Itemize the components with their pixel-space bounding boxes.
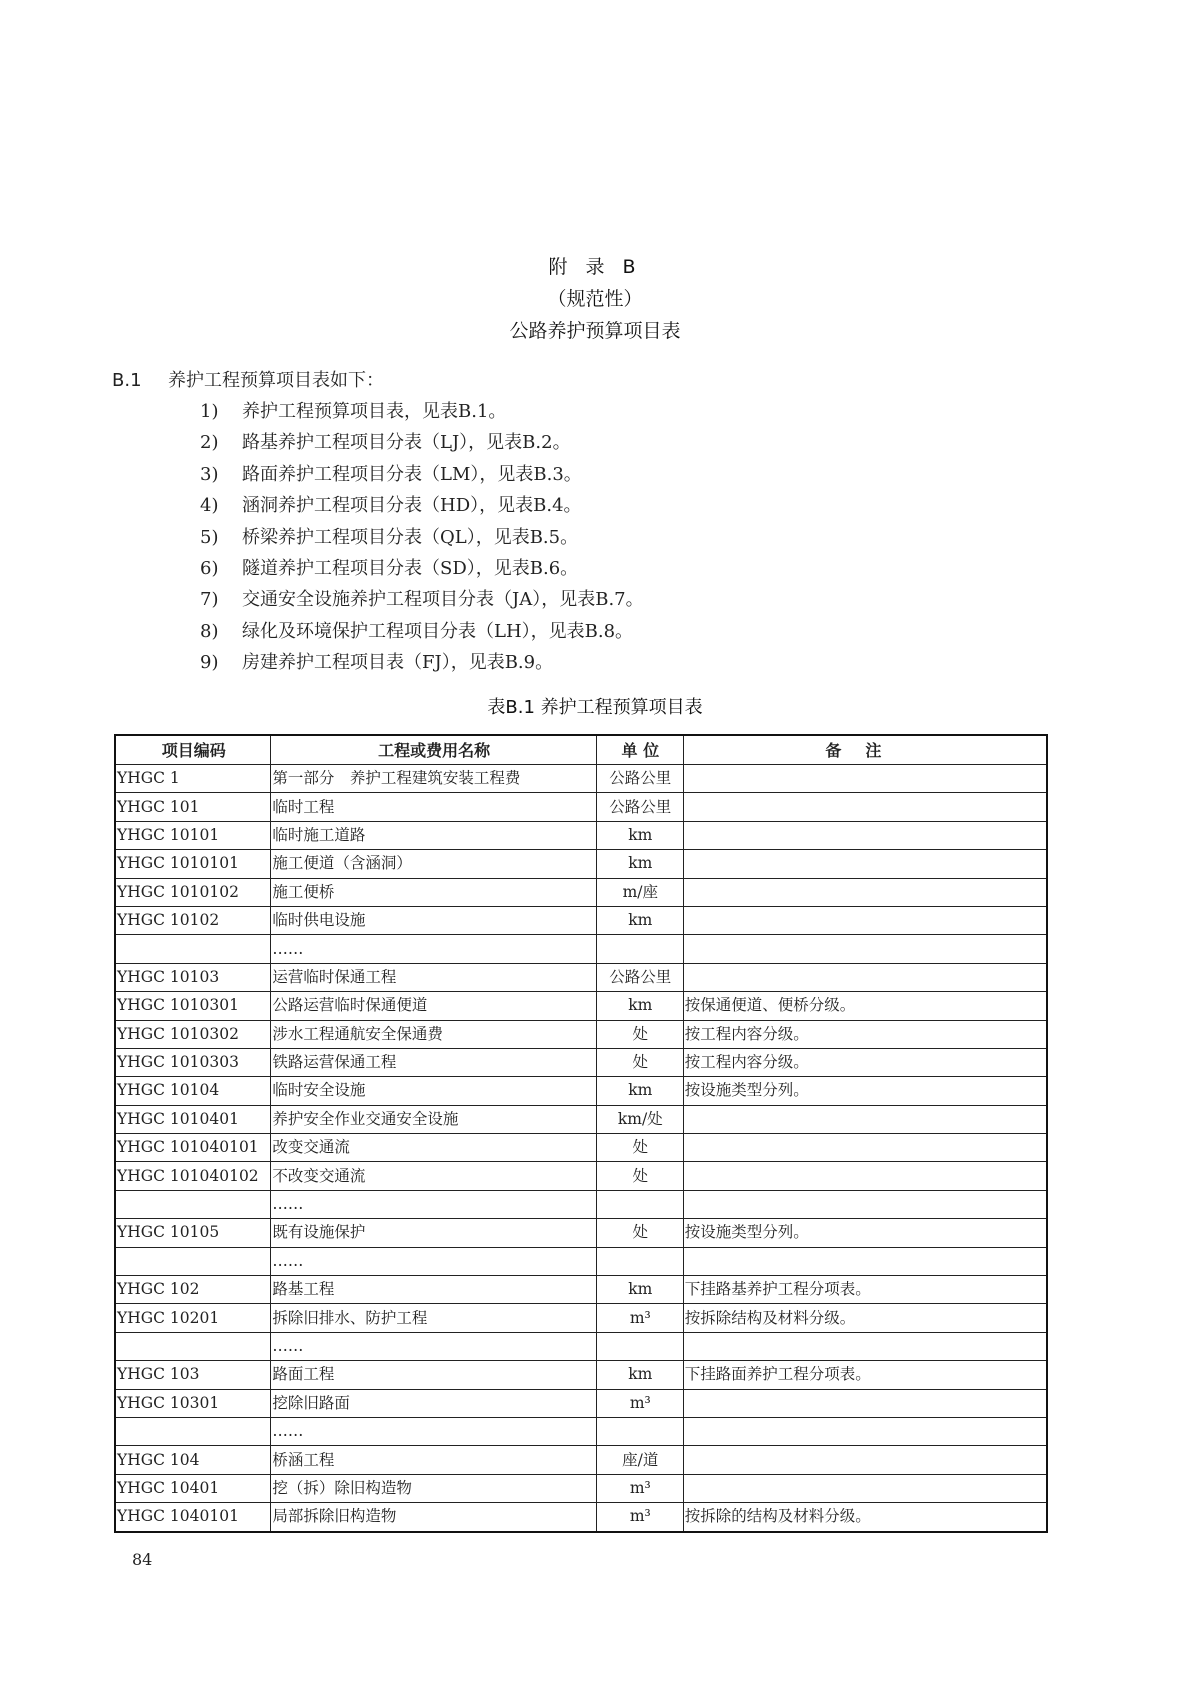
cell-note: 按设施类型分列。: [683, 1219, 1047, 1247]
list-item-text: 涵洞养护工程项目分表（HD），见表B.4。: [242, 495, 582, 517]
cell-code: YHGC 1010301: [115, 992, 271, 1020]
cell-note: 按工程内容分级。: [683, 1020, 1047, 1048]
table-row: [115, 992, 1047, 1020]
cell-unit: m³: [596, 1304, 683, 1332]
budget-items-table: [114, 734, 1048, 1533]
list-item: [200, 460, 582, 486]
table-caption: 表B.1 养护工程预算项目表: [487, 697, 703, 718]
cell-name: 桥涵工程: [271, 1446, 596, 1474]
list-item: [200, 648, 553, 674]
cell-name: 挖除旧路面: [271, 1389, 596, 1417]
cell-unit: km: [596, 821, 683, 849]
cell-name: ……: [271, 1190, 596, 1218]
cell-unit: 处: [596, 1020, 683, 1048]
list-item: [200, 397, 506, 423]
cell-note: [683, 1332, 1047, 1360]
cell-name: 临时工程: [271, 793, 596, 821]
table-row: [115, 1020, 1047, 1048]
cell-name: 临时施工道路: [271, 821, 596, 849]
cell-unit: [596, 1190, 683, 1218]
list-item-number: 7): [200, 589, 219, 611]
cell-code: [115, 935, 271, 963]
table-row: [115, 1077, 1047, 1105]
cell-name: 涉水工程通航安全保通费: [271, 1020, 596, 1048]
cell-note: [683, 935, 1047, 963]
list-item-number: 2): [200, 432, 219, 454]
table-row: [115, 1219, 1047, 1247]
cell-name: 公路运营临时保通便道: [271, 992, 596, 1020]
cell-note: [683, 821, 1047, 849]
cell-note: [683, 1134, 1047, 1162]
cell-code: YHGC 101: [115, 793, 271, 821]
cell-unit: km: [596, 850, 683, 878]
table-body: [115, 765, 1047, 1532]
cell-code: YHGC 10105: [115, 1219, 271, 1247]
cell-name: 挖（拆）除旧构造物: [271, 1474, 596, 1502]
cell-note: [683, 1474, 1047, 1502]
header-unit: 单 位: [596, 735, 683, 765]
cell-name: ……: [271, 1332, 596, 1360]
cell-code: YHGC 101040101: [115, 1134, 271, 1162]
table-row: [115, 1105, 1047, 1133]
cell-code: YHGC 10104: [115, 1077, 271, 1105]
table-row: [115, 1048, 1047, 1076]
list-item-number: 3): [200, 463, 219, 485]
list-item-number: 6): [200, 558, 219, 579]
table-row: [115, 906, 1047, 934]
table-row: [115, 878, 1047, 906]
table-row: [115, 1503, 1047, 1532]
cell-code: [115, 1247, 271, 1275]
cell-name: 改变交通流: [271, 1134, 596, 1162]
cell-note: 按保通便道、便桥分级。: [683, 992, 1047, 1020]
cell-code: [115, 1190, 271, 1218]
normative-label: （规范性）: [547, 288, 643, 310]
list-item-text: 路面养护工程项目分表（LM），见表B.3。: [242, 463, 582, 485]
header-name: 工程或费用名称: [271, 735, 596, 765]
table-row: [115, 1332, 1047, 1360]
table-row: [115, 1417, 1047, 1445]
list-item-number: 8): [200, 620, 219, 642]
cell-code: [115, 1332, 271, 1360]
cell-name: 施工便桥: [271, 878, 596, 906]
cell-unit: [596, 1247, 683, 1275]
cell-unit: km: [596, 1361, 683, 1389]
list-item-number: 9): [200, 652, 219, 674]
list-item-number: 5): [200, 526, 219, 548]
cell-code: YHGC 104: [115, 1446, 271, 1474]
cell-unit: 处: [596, 1162, 683, 1190]
table-row: [115, 1474, 1047, 1502]
cell-name: 既有设施保护: [271, 1219, 596, 1247]
cell-name: 局部拆除旧构造物: [271, 1503, 596, 1532]
cell-unit: m/座: [596, 878, 683, 906]
cell-note: 下挂路面养护工程分项表。: [683, 1361, 1047, 1389]
cell-name: 路基工程: [271, 1276, 596, 1304]
table-row: [115, 850, 1047, 878]
list-item-text: 桥梁养护工程项目分表（QL），见表B.5。: [242, 526, 579, 548]
cell-note: 下挂路基养护工程分项表。: [683, 1276, 1047, 1304]
cell-code: YHGC 102: [115, 1276, 271, 1304]
cell-name: 拆除旧排水、防护工程: [271, 1304, 596, 1332]
cell-note: [683, 1247, 1047, 1275]
cell-name: 第一部分 养护工程建筑安装工程费: [271, 765, 596, 793]
cell-code: YHGC 1: [115, 765, 271, 793]
table-row: [115, 765, 1047, 793]
appendix-heading: 附 录 B: [548, 256, 642, 278]
cell-unit: km: [596, 1276, 683, 1304]
table-row: [115, 1276, 1047, 1304]
cell-note: [683, 765, 1047, 793]
cell-unit: 公路公里: [596, 765, 683, 793]
header-code: 项目编码: [115, 735, 271, 765]
cell-name: 不改变交通流: [271, 1162, 596, 1190]
cell-unit: km/处: [596, 1105, 683, 1133]
table-row: [115, 821, 1047, 849]
section-text: 养护工程预算项目表如下：: [168, 370, 384, 391]
table-row: [115, 1446, 1047, 1474]
list-item-text: 路基养护工程项目分表（LJ），见表B.2。: [242, 432, 571, 454]
cell-code: YHGC 10101: [115, 821, 271, 849]
cell-unit: km: [596, 906, 683, 934]
table-row: [115, 1247, 1047, 1275]
cell-unit: m³: [596, 1474, 683, 1502]
cell-code: YHGC 1040101: [115, 1503, 271, 1532]
cell-name: 临时安全设施: [271, 1077, 596, 1105]
list-item-text: 养护工程预算项目表，见表B.1。: [242, 401, 507, 422]
cell-note: [683, 1417, 1047, 1445]
cell-note: [683, 906, 1047, 934]
table-row: [115, 1190, 1047, 1218]
list-item-text: 隧道养护工程项目分表（SD），见表B.6。: [242, 558, 579, 579]
cell-code: YHGC 1010401: [115, 1105, 271, 1133]
cell-code: YHGC 10103: [115, 963, 271, 991]
list-item-number: 4): [200, 495, 219, 517]
cell-name: ……: [271, 935, 596, 963]
table-row: [115, 1134, 1047, 1162]
section-number: B.1: [112, 370, 142, 391]
cell-unit: 处: [596, 1134, 683, 1162]
cell-unit: 处: [596, 1219, 683, 1247]
cell-unit: 处: [596, 1048, 683, 1076]
table-row: [115, 1361, 1047, 1389]
cell-note: 按拆除的结构及材料分级。: [683, 1503, 1047, 1532]
cell-note: [683, 793, 1047, 821]
header-note: 备注: [683, 735, 1047, 765]
cell-note: 按拆除结构及材料分级。: [683, 1304, 1047, 1332]
cell-code: YHGC 1010302: [115, 1020, 271, 1048]
cell-name: 运营临时保通工程: [271, 963, 596, 991]
appendix-title: 公路养护预算项目表: [509, 320, 681, 342]
cell-code: YHGC 1010102: [115, 878, 271, 906]
list-item: [200, 554, 578, 580]
table-row: [115, 1304, 1047, 1332]
cell-name: ……: [271, 1247, 596, 1275]
table-row: [115, 963, 1047, 991]
list-item-text: 绿化及环境保护工程项目分表（LH），见表B.8。: [242, 620, 634, 642]
list-item: [200, 617, 633, 643]
cell-code: YHGC 10301: [115, 1389, 271, 1417]
cell-name: 临时供电设施: [271, 906, 596, 934]
list-item-text: 房建养护工程项目表（FJ），见表B.9。: [242, 652, 554, 674]
cell-code: YHGC 10401: [115, 1474, 271, 1502]
cell-code: YHGC 101040102: [115, 1162, 271, 1190]
cell-note: 按设施类型分列。: [683, 1077, 1047, 1105]
cell-name: ……: [271, 1417, 596, 1445]
cell-code: YHGC 10102: [115, 906, 271, 934]
table-header-row: [115, 735, 1047, 765]
cell-unit: [596, 935, 683, 963]
list-item-number: 1): [200, 401, 219, 422]
list-item: [200, 523, 578, 549]
cell-unit: [596, 1332, 683, 1360]
cell-code: YHGC 1010101: [115, 850, 271, 878]
list-item: [200, 585, 644, 611]
cell-name: 施工便道（含涵洞）: [271, 850, 596, 878]
cell-note: [683, 1446, 1047, 1474]
cell-name: 路面工程: [271, 1361, 596, 1389]
cell-unit: 座/道: [596, 1446, 683, 1474]
cell-note: [683, 878, 1047, 906]
cell-note: [683, 1105, 1047, 1133]
cell-unit: m³: [596, 1503, 683, 1532]
cell-code: YHGC 103: [115, 1361, 271, 1389]
cell-name: 铁路运营保通工程: [271, 1048, 596, 1076]
cell-unit: km: [596, 1077, 683, 1105]
table-row: [115, 793, 1047, 821]
page-number: 84: [132, 1550, 153, 1569]
list-item: [200, 491, 582, 517]
table-row: [115, 1162, 1047, 1190]
table-row: [115, 935, 1047, 963]
table-row: [115, 1389, 1047, 1417]
section-b1: [112, 366, 384, 392]
cell-unit: m³: [596, 1389, 683, 1417]
cell-unit: 公路公里: [596, 963, 683, 991]
cell-note: [683, 850, 1047, 878]
cell-code: YHGC 1010303: [115, 1048, 271, 1076]
cell-note: [683, 1190, 1047, 1218]
cell-note: [683, 1389, 1047, 1417]
cell-unit: 公路公里: [596, 793, 683, 821]
cell-unit: [596, 1417, 683, 1445]
list-item: [200, 428, 571, 454]
cell-note: [683, 963, 1047, 991]
cell-note: [683, 1162, 1047, 1190]
cell-note: 按工程内容分级。: [683, 1048, 1047, 1076]
cell-code: YHGC 10201: [115, 1304, 271, 1332]
cell-code: [115, 1417, 271, 1445]
cell-name: 养护安全作业交通安全设施: [271, 1105, 596, 1133]
cell-unit: km: [596, 992, 683, 1020]
list-item-text: 交通安全设施养护工程项目分表（JA），见表B.7。: [242, 589, 644, 611]
